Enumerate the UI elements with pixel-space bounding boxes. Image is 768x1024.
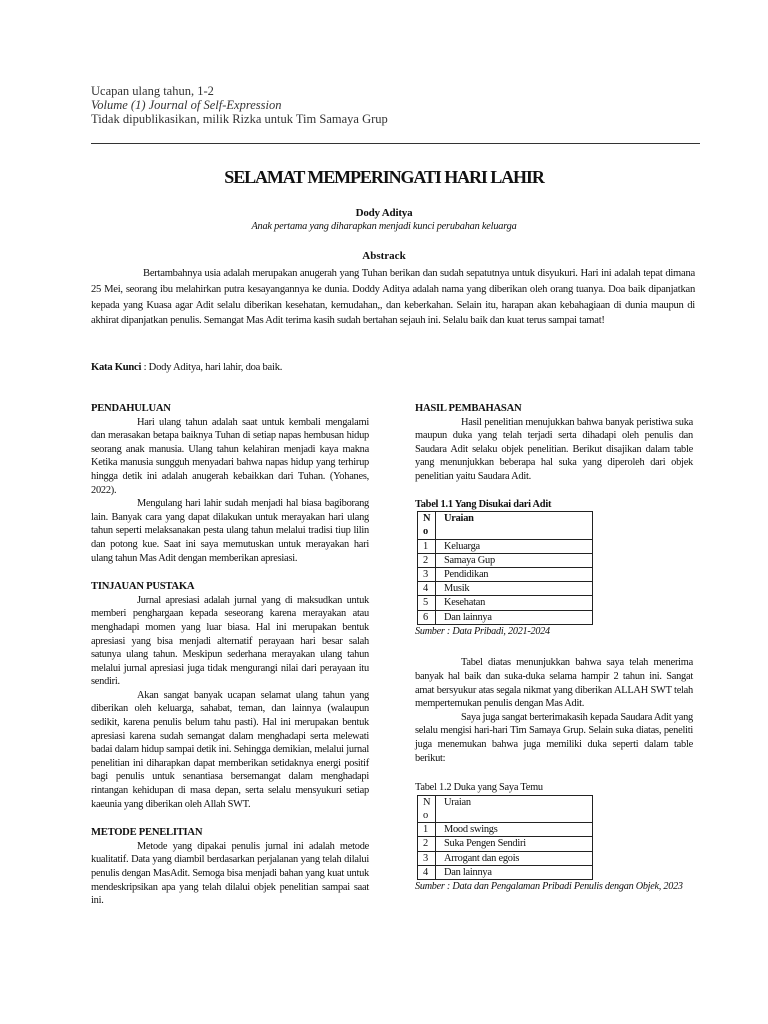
section-heading-tinjauan: TINJAUAN PUSTAKA <box>91 581 195 593</box>
author-name: Dody Aditya <box>355 207 413 219</box>
table-row <box>418 823 593 837</box>
table-cell: Kesehatan <box>436 596 593 610</box>
table-cell: 6 <box>418 610 436 624</box>
table-cell: 4 <box>418 582 436 596</box>
paragraph: Jurnal apresiasi adalah jurnal yang di maksudkan untuk memberi penghargaan kepada seseorang karena merayakan atau menghadapi momen yang luar biasa. Hal ini merupakan bentuk apresiasi yang bisa menjadi alternatif perayaan hari besar salah satunya ulang tahun. Meskipun sederhana merayakan ulang tahun melalui jurnal apresiasi juga tidak mengurangi nilai dari perayaan itu sendiri. <box>91 594 369 688</box>
table-row <box>418 865 593 879</box>
running-header-citation: Ucapan ulang tahun, 1-2 <box>91 84 214 98</box>
table-cell: Pendidikan <box>436 567 593 581</box>
table-cell: Arrogant dan egois <box>436 851 593 865</box>
table-row <box>418 553 593 567</box>
table-2-source: Sumber : Data dan Pengalaman Pribadi Penulis dengan Objek, 2023 <box>415 880 683 892</box>
table-cell: Mood swings <box>436 823 593 837</box>
table-row <box>418 610 593 624</box>
table-row <box>418 596 593 610</box>
table-2 <box>417 795 593 880</box>
section-heading-metode: METODE PENELITIAN <box>91 827 203 839</box>
paragraph: Tabel diatas menunjukkan bahwa saya telah menerima banyak hal baik dan suka-duka selama hampir 2 tahun ini. Sangat amat bersyukur atas segala nikmat yang diberikan ALLAH SWT telah mempertemukan penulis dengan Mas Adit. <box>415 657 693 710</box>
table-row <box>418 851 593 865</box>
table-cell: Dan lainnya <box>436 610 593 624</box>
paragraph: Akan sangat banyak ucapan selamat ulang tahun yang diberikan oleh keluarga, sahabat, teman, dan lainnya (walaupun sedikit, karena penulis belum tahu pasti). Hal ini merupakan bentuk apresiasi karena sudah semangat dalam menghadapi serta melewati badai dalam hidup sampai detik ini. Sehingga demikian, melalui jurnal penelitian ini diharapkan dapat memberikan setidaknya energi positif bagi penulis untuk senantiasa bersemangat dalam menghadapi rintangan kehidupan di masa depan, serta selalu mensyukuri setiap kaeunia yang diberikan oleh Allah SWT. <box>91 689 369 810</box>
running-header-note: Tidak dipublikasikan, milik Rizka untuk Tim Samaya Grup <box>91 112 388 126</box>
table-cell: 4 <box>418 865 436 879</box>
paragraph: Hari ulang tahun adalah saat untuk kembali mengalami dan merasakan betapa baiknya Tuhan di setiap napas hembusan hidup seorang anak manusia. Ulang tahun kelahiran menjadi kaya makna Ketika manusia sungguh menyadari bahwa napas hidup yang terhirup hingga detik ini adalah anugerah kebaikkan dari Tuhan. (Yohanes, 2022). <box>91 416 369 496</box>
table-cell: 3 <box>418 851 436 865</box>
table-row <box>418 582 593 596</box>
table-2-caption: Tabel 1.2 Duka yang Saya Temu <box>415 782 543 794</box>
table-header-row <box>418 795 593 822</box>
table-cell: 2 <box>418 553 436 567</box>
abstract-text: Bertambahnya usia adalah merupakan anugerah yang Tuhan berikan dan sudah sepatutnya untuk disyukuri. Hari ini adalah tepat dimana 25 Mei, seorang ibu melahirkan putra kesayangannya ke dunia. Doddy Aditya adalah nama yang diberikan oleh orang tuanya. Doa baik dipanjatkan kepada yang Kuasa agar Adit selalu diberikan kesehatan, kemudahan,, dan keberkahan. Selain itu, harapan akan kebahagiaan di dunia maupun di akhirat dipanjatkan penulis. Semangat Mas Adit terima kasih sudah bertahan sejauh ini. Selalu baik dan kuat terus sampai tamat! <box>91 268 695 327</box>
table-row <box>418 567 593 581</box>
table-row <box>418 837 593 851</box>
table-row <box>418 539 593 553</box>
table-cell: Keluarga <box>436 539 593 553</box>
author-affiliation: Anak pertama yang diharapkan menjadi kunci perubahan keluarga <box>251 221 517 232</box>
table-header-cell: Uraian <box>436 795 593 822</box>
keywords-label: Kata Kunci <box>91 362 142 373</box>
table-1 <box>417 511 593 625</box>
running-header-volume <box>91 98 281 113</box>
table-header-row <box>418 512 593 539</box>
left-column <box>91 402 369 908</box>
table-cell: Samaya Gup <box>436 553 593 567</box>
section-heading-hasil: HASIL PEMBAHASAN <box>415 403 522 414</box>
table-1-source: Sumber : Data Pribadi, 2021-2024 <box>415 625 550 637</box>
table-cell: 1 <box>418 823 436 837</box>
paper-title: SELAMAT MEMPERINGATI HARI LAHIR <box>224 167 544 187</box>
table-cell: Dan lainnya <box>436 865 593 879</box>
table-header-cell: N o <box>418 512 436 539</box>
paragraph: Hasil penelitian menujukkan bahwa banyak peristiwa suka maupun duka yang telah terjadi serta dihadapi oleh penulis dan Saudara Adit selaku objek penelitian. Berikut disajikan dalam table yang menunjukkan beberapa hal suka yang diperoleh dari objek penelitian yaitu Saudara Adit. <box>415 416 693 482</box>
section-heading-pendahuluan: PENDAHULUAN <box>91 403 171 414</box>
keywords <box>91 362 282 373</box>
header-divider <box>91 143 700 144</box>
paragraph: Metode yang dipakai penulis jurnal ini adalah metode kualitatif. Data yang diambil berdasarkan perjalanan yang telah dilalui penulis dengan MasAdit. Semoga bisa menjadi bahan yang kuat untuk mendeskripsikan apa yang telah dilalui objek penelitian sampai saat ini. <box>91 840 369 907</box>
table-1-caption: Tabel 1.1 Yang Disukai dari Adit <box>415 498 552 510</box>
table-cell: 1 <box>418 539 436 553</box>
right-column <box>415 402 693 894</box>
table-cell: 2 <box>418 837 436 851</box>
abstract-heading: Abstrack <box>362 250 406 262</box>
table-header-cell: N o <box>418 795 436 822</box>
volume-text: Volume (1) Journal of Self-Expression <box>91 98 282 112</box>
paragraph: Saya juga sangat berterimakasih kepada Saudara Adit yang selalu mengisi hari-hari Tim Samaya Grup. Selain suka diatas, peneliti juga menemukan bahwa juga memiliki duka seperti dalam table berikut: <box>415 711 693 764</box>
keywords-text: : Dody Aditya, hari lahir, doa baik. <box>141 362 283 373</box>
table-cell: Suka Pengen Sendiri <box>436 837 593 851</box>
table-cell: Musik <box>436 582 593 596</box>
table-cell: 5 <box>418 596 436 610</box>
table-cell: 3 <box>418 567 436 581</box>
table-header-cell: Uraian <box>436 512 593 539</box>
paragraph: Mengulang hari lahir sudah menjadi hal biasa bagiborang lain. Banyak cara yang dapat dilakukan untuk merayakan hari ulang tahun seperti melaksanakan pesta ulang tahun melalui tradisi tiup lilin dan potong kue. Saat ini saya memutuskan untuk merayakan hari ulang tahun Mas Adit dengan memberikan apresiasi. <box>91 498 369 564</box>
